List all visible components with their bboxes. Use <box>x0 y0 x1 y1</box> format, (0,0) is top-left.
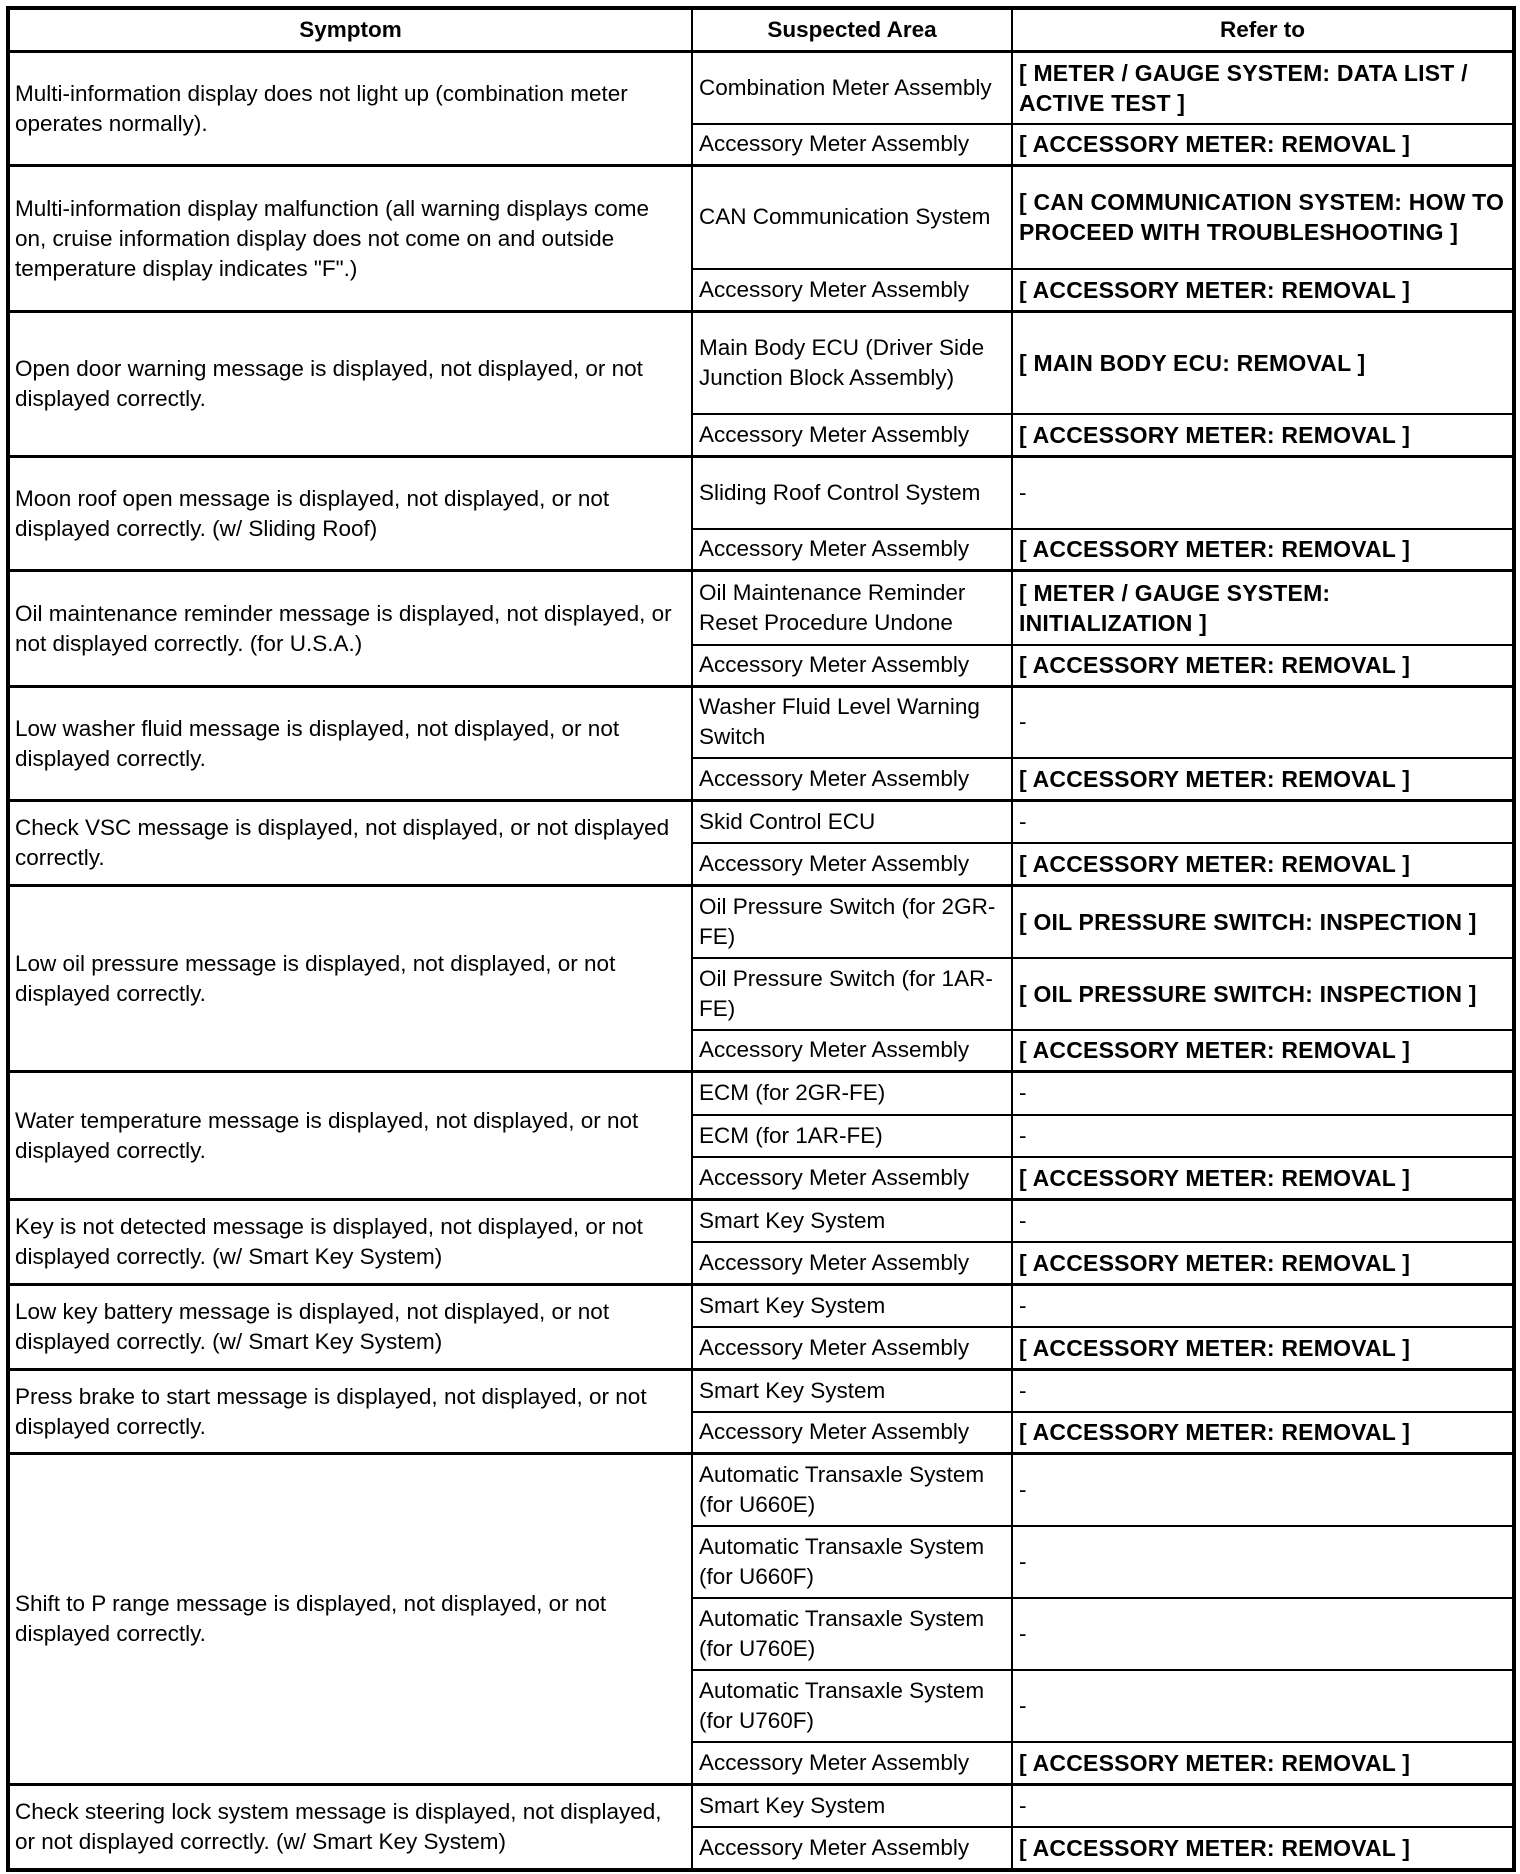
refer-to-none: - <box>1012 1454 1514 1526</box>
suspected-area-cell: Main Body ECU (Driver Side Junction Block Assembly) <box>692 312 1012 414</box>
refer-to-link[interactable]: [ METER / GAUGE SYSTEM: DATA LIST / ACTIVE TEST ] <box>1012 52 1514 124</box>
refer-to-link[interactable]: [ ACCESSORY METER: REMOVAL ] <box>1012 269 1514 312</box>
refer-to-link[interactable]: [ OIL PRESSURE SWITCH: INSPECTION ] <box>1012 958 1514 1030</box>
refer-to-link[interactable]: [ METER / GAUGE SYSTEM: INITIALIZATION ] <box>1012 571 1514 645</box>
refer-to-link[interactable]: [ ACCESSORY METER: REMOVAL ] <box>1012 1242 1514 1285</box>
refer-to-none: - <box>1012 1370 1514 1412</box>
suspected-area-cell: Automatic Transaxle System (for U660E) <box>692 1454 1012 1526</box>
refer-to-link[interactable]: [ ACCESSORY METER: REMOVAL ] <box>1012 758 1514 801</box>
symptom-cell: Check VSC message is displayed, not displayed, or not displayed correctly. <box>8 801 692 886</box>
suspected-area-cell: Smart Key System <box>692 1285 1012 1327</box>
suspected-area-cell: Skid Control ECU <box>692 801 1012 843</box>
symptom-cell: Low washer fluid message is displayed, not displayed, or not displayed correctly. <box>8 687 692 801</box>
symptom-cell: Shift to P range message is displayed, not displayed, or not displayed correctly. <box>8 1454 692 1785</box>
symptom-cell: Multi-information display malfunction (all warning displays come on, cruise information display does not come on and outside temperature display indicates "F".) <box>8 166 692 312</box>
refer-to-none: - <box>1012 1785 1514 1827</box>
refer-to-none: - <box>1012 457 1514 529</box>
suspected-area-cell: Accessory Meter Assembly <box>692 843 1012 886</box>
refer-to-none: - <box>1012 687 1514 758</box>
symptom-cell: Check steering lock system message is displayed, not displayed, or not displayed correctly. (w/ Smart Key System) <box>8 1785 692 1870</box>
suspected-area-cell: Smart Key System <box>692 1785 1012 1827</box>
suspected-area-cell: Accessory Meter Assembly <box>692 1030 1012 1072</box>
table-body <box>8 52 1514 1870</box>
suspected-area-cell: Oil Pressure Switch (for 2GR-FE) <box>692 886 1012 958</box>
suspected-area-cell: Accessory Meter Assembly <box>692 124 1012 166</box>
refer-to-link[interactable]: [ ACCESSORY METER: REMOVAL ] <box>1012 645 1514 687</box>
table-row <box>8 1200 1514 1242</box>
suspected-area-cell: Accessory Meter Assembly <box>692 269 1012 312</box>
suspected-area-cell: ECM (for 2GR-FE) <box>692 1072 1012 1115</box>
table-row <box>8 457 1514 529</box>
symptom-cell: Key is not detected message is displayed, not displayed, or not displayed correctly. (w/ Smart Key System) <box>8 1200 692 1285</box>
suspected-area-cell: Automatic Transaxle System (for U760F) <box>692 1670 1012 1742</box>
table-row <box>8 1785 1514 1827</box>
suspected-area-cell: ECM (for 1AR-FE) <box>692 1115 1012 1157</box>
table-row <box>8 1370 1514 1412</box>
refer-to-none: - <box>1012 1526 1514 1598</box>
table-row <box>8 52 1514 124</box>
suspected-area-cell: Smart Key System <box>692 1370 1012 1412</box>
suspected-area-cell: Accessory Meter Assembly <box>692 414 1012 457</box>
table-row <box>8 312 1514 414</box>
refer-to-link[interactable]: [ ACCESSORY METER: REMOVAL ] <box>1012 1742 1514 1785</box>
refer-to-link[interactable]: [ ACCESSORY METER: REMOVAL ] <box>1012 1157 1514 1200</box>
refer-to-none: - <box>1012 1072 1514 1115</box>
header-suspected-area: Suspected Area <box>692 8 1012 52</box>
suspected-area-cell: Oil Pressure Switch (for 1AR-FE) <box>692 958 1012 1030</box>
suspected-area-cell: Smart Key System <box>692 1200 1012 1242</box>
refer-to-link[interactable]: [ OIL PRESSURE SWITCH: INSPECTION ] <box>1012 886 1514 958</box>
suspected-area-cell: Accessory Meter Assembly <box>692 1827 1012 1870</box>
refer-to-link[interactable]: [ ACCESSORY METER: REMOVAL ] <box>1012 529 1514 571</box>
table-row <box>8 1072 1514 1115</box>
table-row <box>8 801 1514 843</box>
refer-to-none: - <box>1012 1115 1514 1157</box>
suspected-area-cell: Accessory Meter Assembly <box>692 1242 1012 1285</box>
suspected-area-cell: Accessory Meter Assembly <box>692 1742 1012 1785</box>
table-row <box>8 1285 1514 1327</box>
refer-to-none: - <box>1012 1200 1514 1242</box>
refer-to-link[interactable]: [ ACCESSORY METER: REMOVAL ] <box>1012 1030 1514 1072</box>
suspected-area-cell: Sliding Roof Control System <box>692 457 1012 529</box>
symptom-cell: Press brake to start message is displayed, not displayed, or not displayed correctly. <box>8 1370 692 1454</box>
table-row <box>8 571 1514 645</box>
table-row <box>8 1454 1514 1526</box>
refer-to-link[interactable]: [ ACCESSORY METER: REMOVAL ] <box>1012 1827 1514 1870</box>
symptom-cell: Water temperature message is displayed, not displayed, or not displayed correctly. <box>8 1072 692 1200</box>
suspected-area-cell: Accessory Meter Assembly <box>692 529 1012 571</box>
refer-to-none: - <box>1012 1285 1514 1327</box>
suspected-area-cell: Automatic Transaxle System (for U760E) <box>692 1598 1012 1670</box>
symptom-cell: Oil maintenance reminder message is displayed, not displayed, or not displayed correctly. (for U.S.A.) <box>8 571 692 687</box>
refer-to-link[interactable]: [ ACCESSORY METER: REMOVAL ] <box>1012 414 1514 457</box>
header-symptom: Symptom <box>8 8 692 52</box>
suspected-area-cell: Accessory Meter Assembly <box>692 1412 1012 1454</box>
refer-to-link[interactable]: [ ACCESSORY METER: REMOVAL ] <box>1012 1327 1514 1370</box>
suspected-area-cell: Accessory Meter Assembly <box>692 1157 1012 1200</box>
symptom-cell: Open door warning message is displayed, not displayed, or not displayed correctly. <box>8 312 692 457</box>
refer-to-none: - <box>1012 1670 1514 1742</box>
symptom-cell: Low oil pressure message is displayed, not displayed, or not displayed correctly. <box>8 886 692 1072</box>
refer-to-link[interactable]: [ MAIN BODY ECU: REMOVAL ] <box>1012 312 1514 414</box>
refer-to-none: - <box>1012 801 1514 843</box>
suspected-area-cell: Accessory Meter Assembly <box>692 1327 1012 1370</box>
suspected-area-cell: Accessory Meter Assembly <box>692 758 1012 801</box>
troubleshooting-table <box>6 6 1516 1872</box>
table-row <box>8 687 1514 758</box>
symptom-cell: Multi-information display does not light up (combination meter operates normally). <box>8 52 692 166</box>
refer-to-link[interactable]: [ ACCESSORY METER: REMOVAL ] <box>1012 1412 1514 1454</box>
suspected-area-cell: Oil Maintenance Reminder Reset Procedure Undone <box>692 571 1012 645</box>
suspected-area-cell: Accessory Meter Assembly <box>692 645 1012 687</box>
table-row <box>8 166 1514 269</box>
symptom-cell: Low key battery message is displayed, not displayed, or not displayed correctly. (w/ Smart Key System) <box>8 1285 692 1370</box>
refer-to-link[interactable]: [ ACCESSORY METER: REMOVAL ] <box>1012 843 1514 886</box>
symptom-cell: Moon roof open message is displayed, not displayed, or not displayed correctly. (w/ Sliding Roof) <box>8 457 692 571</box>
refer-to-none: - <box>1012 1598 1514 1670</box>
refer-to-link[interactable]: [ CAN COMMUNICATION SYSTEM: HOW TO PROCEED WITH TROUBLESHOOTING ] <box>1012 166 1514 269</box>
table-row <box>8 886 1514 958</box>
suspected-area-cell: Washer Fluid Level Warning Switch <box>692 687 1012 758</box>
suspected-area-cell: Combination Meter Assembly <box>692 52 1012 124</box>
refer-to-link[interactable]: [ ACCESSORY METER: REMOVAL ] <box>1012 124 1514 166</box>
suspected-area-cell: CAN Communication System <box>692 166 1012 269</box>
header-row <box>8 8 1514 52</box>
header-refer-to: Refer to <box>1012 8 1514 52</box>
suspected-area-cell: Automatic Transaxle System (for U660F) <box>692 1526 1012 1598</box>
